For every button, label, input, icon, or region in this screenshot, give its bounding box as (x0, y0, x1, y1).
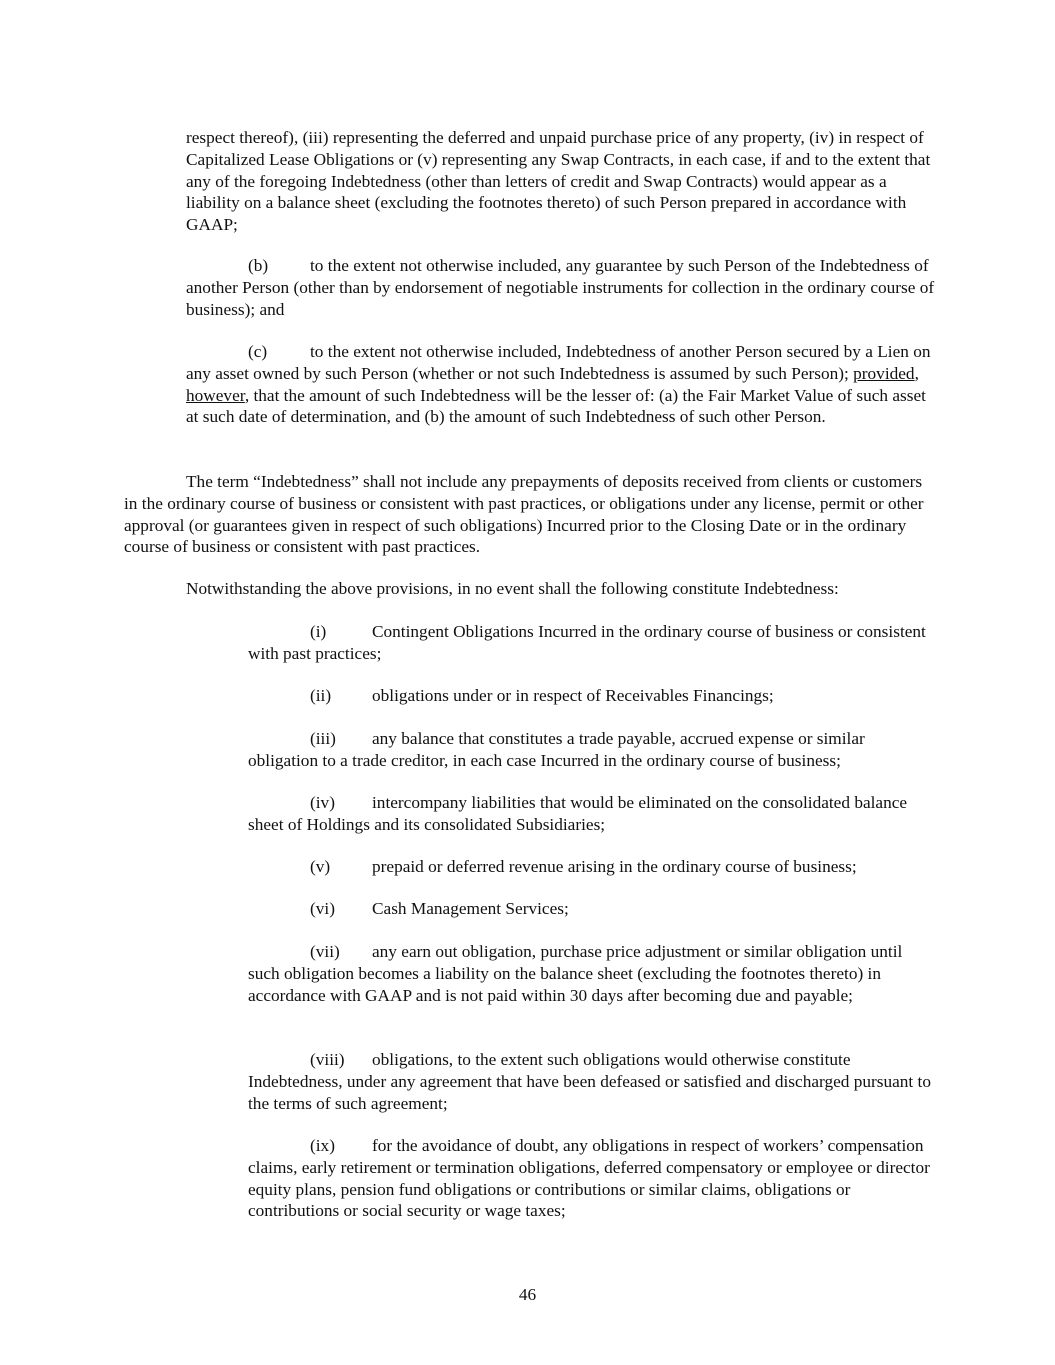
notwithstanding-paragraph (124, 578, 936, 600)
exclusion-item (248, 1135, 936, 1222)
paragraph-continuation (186, 127, 936, 236)
exclusion-item (248, 685, 936, 707)
clause-b-text: to the extent not otherwise included, any guarantee by such Person of the Indebtedness of another Person (other than by endorsement of negotiable instruments for collection in the ordinary course of business); and (186, 256, 935, 319)
exclusion-text: obligations, to the extent such obligations would otherwise constitute Indebtedness, under any agreement that have been defeased or satisfied and discharged pursuant to the terms of such agreement; (248, 1050, 931, 1113)
exclusion-text: Contingent Obligations Incurred in the ordinary course of business or consistent with past practices; (248, 622, 926, 663)
clause-b (186, 255, 936, 320)
exclusion-label: (vii) (310, 942, 340, 961)
exclusion-item (248, 621, 936, 665)
exclusion-item (248, 856, 936, 878)
clause-c-text-after: , that the amount of such Indebtedness will be the lesser of: (a) the Fair Market Value of such asset at such date of determination, and (b) the amount of such Indebtedness of such other Person. (186, 385, 926, 427)
exclusion-label: (v) (310, 857, 331, 876)
exclusion-label: (iv) (310, 793, 335, 812)
clause-c (186, 341, 936, 428)
exclusion-label: (ii) (310, 686, 332, 705)
exclusion-item (248, 941, 936, 1006)
exclusion-text: Cash Management Services; (372, 899, 569, 918)
term-paragraph-text: The term “Indebtedness” shall not include any prepayments of deposits received from clients or customers in the ordinary course of business or consistent with past practices, or obligations under any license, permit or other approval (or guarantees given in respect of such obligations) Incurred prior to the Closing Date or in the ordinary course of business or consistent with past practices. (124, 472, 924, 557)
exclusion-item (248, 728, 936, 772)
paragraph-continuation-text: respect thereof), (iii) representing the deferred and unpaid purchase price of any property, (iv) in respect of Capitalized Lease Obligations or (v) representing any Swap Contracts, in each case, if and to the extent that any of the foregoing Indebtedness (other than letters of credit and Swap Contracts) would appear as a liability on a balance sheet (excluding the footnotes thereto) of such Person prepared in accordance with GAAP; (186, 128, 931, 235)
clause-c-label: (c) (248, 342, 268, 361)
exclusion-label: (viii) (310, 1050, 345, 1069)
exclusion-label: (vi) (310, 899, 335, 918)
clause-c-comma: , (914, 363, 919, 383)
clause-b-label: (b) (248, 256, 269, 275)
page-number: 46 (518, 1285, 537, 1304)
notwithstanding-text: Notwithstanding the above provisions, in no event shall the following constitute Indebtedness: (186, 579, 839, 598)
clause-c-however: however (186, 385, 245, 405)
exclusion-text: obligations under or in respect of Receivables Financings; (372, 686, 774, 705)
exclusion-item (248, 1049, 936, 1114)
exclusion-text: prepaid or deferred revenue arising in the ordinary course of business; (372, 857, 857, 876)
exclusion-item (248, 898, 936, 920)
exclusion-text: any balance that constitutes a trade payable, accrued expense or similar obligation to a trade creditor, in each case Incurred in the ordinary course of business; (248, 729, 865, 770)
exclusion-item (248, 792, 936, 836)
exclusion-label: (iii) (310, 729, 336, 748)
exclusion-label: (i) (310, 622, 327, 641)
exclusion-text: for the avoidance of doubt, any obligations in respect of workers’ compensation claims, early retirement or termination obligations, deferred compensatory or employee or director equity plans, pension fund obligations or contributions or similar claims, obligations or contributions or social security or wage taxes; (248, 1136, 930, 1221)
exclusion-text: intercompany liabilities that would be eliminated on the consolidated balance sheet of Holdings and its consolidated Subsidiaries; (248, 793, 908, 834)
term-paragraph (124, 471, 936, 558)
clause-c-text-before: to the extent not otherwise included, Indebtedness of another Person secured by a Lien on any asset owned by such Person (whether or not such Indebtedness is assumed by such Person); (186, 342, 931, 383)
exclusion-text: any earn out obligation, purchase price adjustment or similar obligation until such obligation becomes a liability on the balance sheet (excluding the footnotes thereto) in accordance with GAAP and is not paid within 30 days after becoming due and payable; (248, 942, 903, 1005)
exclusion-label: (ix) (310, 1136, 335, 1155)
clause-c-provided: provided (853, 363, 915, 383)
